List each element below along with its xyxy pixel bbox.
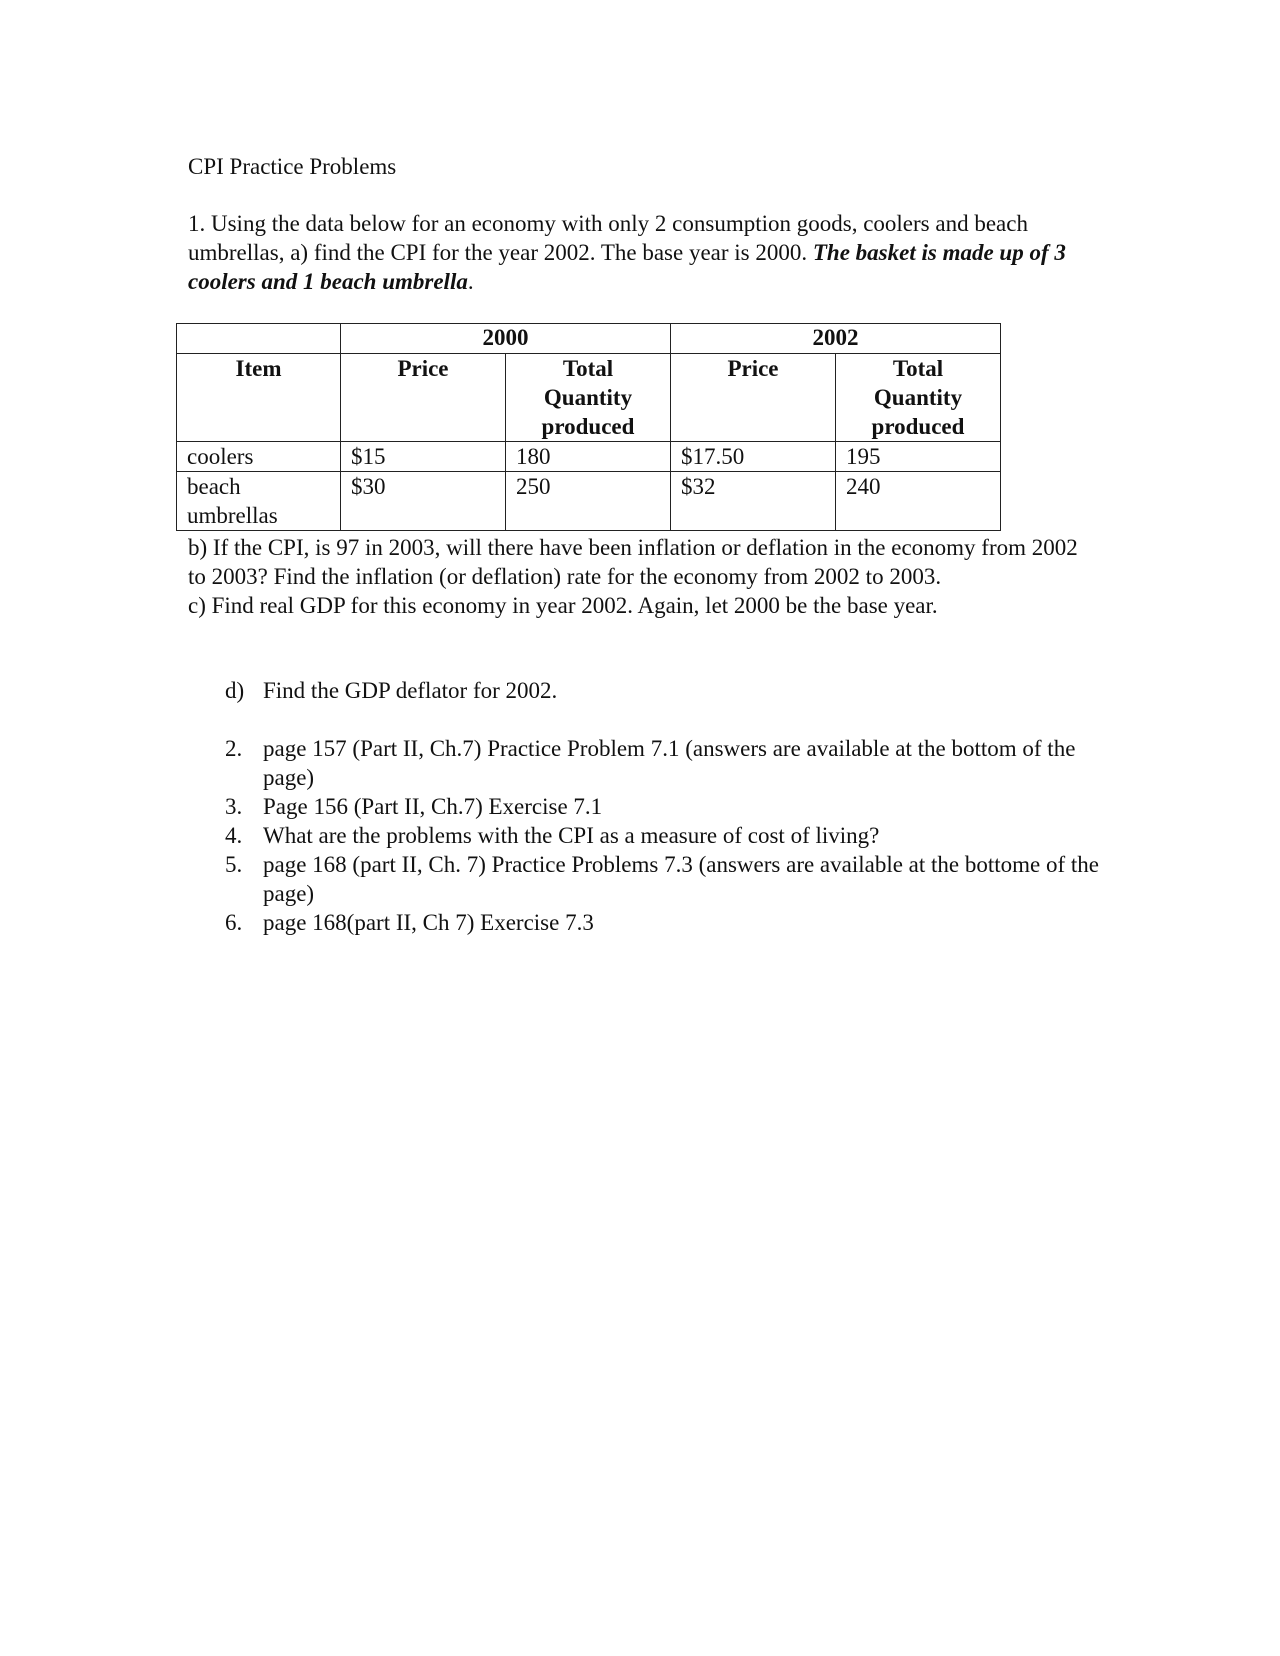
part-c-text: c) Find real GDP for this economy in year 2002. Again, let 2000 be the base year. <box>188 593 938 618</box>
list-number: 3. <box>225 794 243 819</box>
cell-price-2002: $32 <box>671 472 836 531</box>
list-item <box>225 850 1105 908</box>
list-number: 5. <box>225 852 243 877</box>
year-header-2000: 2000 <box>341 324 671 354</box>
table-row <box>177 472 1001 531</box>
list-number: 4. <box>225 823 243 848</box>
page-title: CPI Practice Problems <box>188 154 397 179</box>
column-header-price-2000: Price <box>341 354 506 442</box>
table-row <box>177 442 1001 472</box>
list-text: page 168(part II, Ch 7) Exercise 7.3 <box>263 910 594 935</box>
list-item <box>225 734 1105 792</box>
parts-b-c <box>188 533 1088 620</box>
column-header-price-2002: Price <box>671 354 836 442</box>
table-header-row <box>177 354 1001 442</box>
problem-list <box>225 734 1105 937</box>
list-number: 6. <box>225 910 243 935</box>
cell-price-2000: $15 <box>341 442 506 472</box>
list-text: page 168 (part II, Ch. 7) Practice Problems 7.3 (answers are available at the bottome of the page) <box>263 852 1100 906</box>
problem-1-text <box>188 209 1088 296</box>
cell-price-2002: $17.50 <box>671 442 836 472</box>
problem-1-emphasis: The basket is made up of 3 coolers and 1 beach umbrella <box>188 240 1066 294</box>
problem-1-plain: 1. Using the data below for an economy with only 2 consumption goods, coolers and beach umbrellas, a) find the CPI for the year 2002. The base year is 2000. <box>188 211 1028 265</box>
problem-1-end: . <box>467 269 474 294</box>
cell-item: beach umbrellas <box>177 472 341 531</box>
cell-quantity-2000: 250 <box>506 472 671 531</box>
list-text: Page 156 (Part II, Ch.7) Exercise 7.1 <box>263 794 603 819</box>
list-text: What are the problems with the CPI as a measure of cost of living? <box>263 823 880 848</box>
cell-price-2000: $30 <box>341 472 506 531</box>
year-header-2002: 2002 <box>671 324 1001 354</box>
table-corner-cell <box>177 324 341 354</box>
cell-item: coolers <box>177 442 341 472</box>
list-item <box>225 792 1105 821</box>
part-d-text: Find the GDP deflator for 2002. <box>263 678 558 703</box>
list-item <box>225 908 1105 937</box>
list-number: 2. <box>225 736 243 761</box>
cell-quantity-2000: 180 <box>506 442 671 472</box>
table-year-row <box>177 324 1001 354</box>
part-d <box>225 676 557 705</box>
cell-quantity-2002: 240 <box>836 472 1001 531</box>
part-b-text: b) If the CPI, is 97 in 2003, will there have been inflation or deflation in the economy from 2002 to 2003? Find the inflation (or deflation) rate for the economy from 2002 to 2003. <box>188 535 1078 589</box>
column-header-quantity-2002: Total Quantity produced <box>836 354 1001 442</box>
part-d-label: d) <box>225 678 245 703</box>
list-item <box>225 821 1105 850</box>
cell-quantity-2002: 195 <box>836 442 1001 472</box>
data-table <box>176 323 1001 531</box>
column-header-item: Item <box>177 354 341 442</box>
column-header-quantity-2000: Total Quantity produced <box>506 354 671 442</box>
list-text: page 157 (Part II, Ch.7) Practice Problem 7.1 (answers are available at the bottom of the page) <box>263 736 1076 790</box>
